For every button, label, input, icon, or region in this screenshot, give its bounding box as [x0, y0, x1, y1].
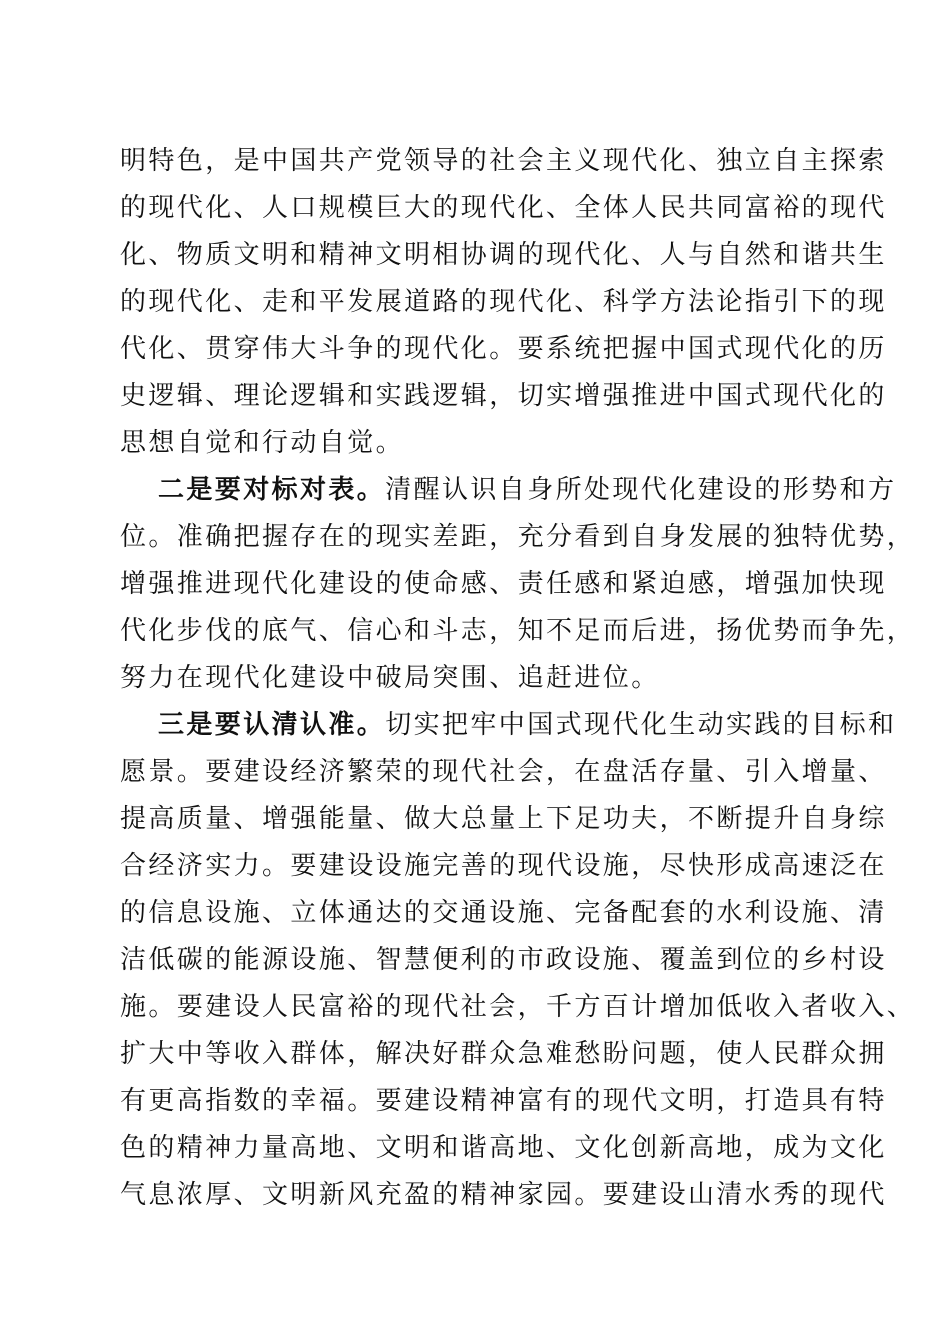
paragraph-2-lead: 二是要对标对表。 — [158, 475, 386, 505]
paragraph-2-line-5: 努力在现代化建设中破局突围、追赶进位。 — [120, 663, 660, 693]
paragraph-2-line-1 — [158, 470, 897, 510]
paragraph-3-line-7: 施。要建设人民富裕的现代社会，千方百计增加低收入者收入、 — [120, 992, 916, 1022]
paragraph-3-line-10: 色的精神力量高地、文明和谐高地、文化创新高地，成为文化 — [120, 1133, 887, 1163]
paragraph-1-line-7: 思想自觉和行动自觉。 — [120, 428, 405, 458]
paragraph-3-line-2: 愿景。要建设经济繁荣的现代社会，在盘活存量、引入增量、 — [120, 757, 887, 787]
paragraph-2-line-2: 位。准确把握存在的现实差距，充分看到自身发展的独特优势， — [120, 522, 916, 552]
paragraph-3-line-5: 的信息设施、立体通达的交通设施、完备配套的水利设施、清 — [120, 898, 887, 928]
paragraph-1-line-2: 的现代化、人口规模巨大的现代化、全体人民共同富裕的现代 — [120, 193, 887, 223]
paragraph-3-line-9: 有更高指数的幸福。要建设精神富有的现代文明，打造具有特 — [120, 1086, 887, 1116]
paragraph-3-line-3: 提高质量、增强能量、做大总量上下足功夫，不断提升自身综 — [120, 804, 887, 834]
paragraph-2-line-3: 增强推进现代化建设的使命感、责任感和紧迫感，增强加快现 — [120, 569, 887, 599]
paragraph-1-line-5: 代化、贯穿伟大斗争的现代化。要系统把握中国式现代化的历 — [120, 334, 887, 364]
paragraph-1-line-1: 明特色，是中国共产党领导的社会主义现代化、独立自主探索 — [120, 146, 887, 176]
paragraph-3-line-1 — [158, 705, 897, 745]
paragraph-1-line-4: 的现代化、走和平发展道路的现代化、科学方法论指引下的现 — [120, 287, 887, 317]
paragraph-1-line-6: 史逻辑、理论逻辑和实践逻辑，切实增强推进中国式现代化的 — [120, 381, 887, 411]
paragraph-2-first-rest: 清醒认识自身所处现代化建设的形势和方 — [385, 475, 897, 505]
paragraph-3-lead: 三是要认清认准。 — [158, 710, 386, 740]
paragraph-1-line-3: 化、物质文明和精神文明相协调的现代化、人与自然和谐共生 — [120, 240, 887, 270]
paragraph-3-line-11: 气息浓厚、文明新风充盈的精神家园。要建设山清水秀的现代 — [120, 1180, 887, 1210]
paragraph-3-line-8: 扩大中等收入群体，解决好群众急难愁盼问题，使人民群众拥 — [120, 1039, 887, 1069]
paragraph-3-first-rest: 切实把牢中国式现代化生动实践的目标和 — [385, 710, 897, 740]
paragraph-2-line-4: 代化步伐的底气、信心和斗志，知不足而后进，扬优势而争先， — [120, 616, 916, 646]
paragraph-3-line-4: 合经济实力。要建设设施完善的现代设施，尽快形成高速泛在 — [120, 851, 887, 881]
paragraph-3-line-6: 洁低碳的能源设施、智慧便利的市政设施、覆盖到位的乡村设 — [120, 945, 887, 975]
